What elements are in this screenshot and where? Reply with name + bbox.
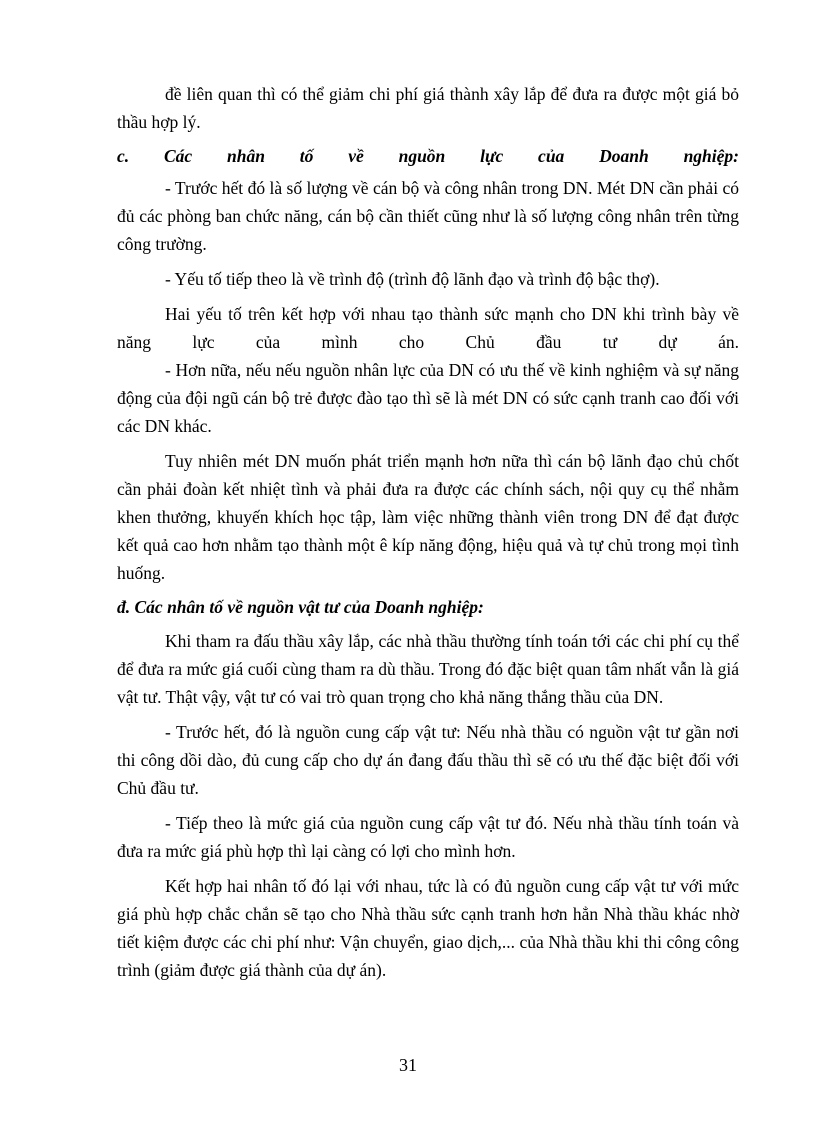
page-number: 31 xyxy=(399,1055,417,1075)
section-heading-c: c. Các nhân tố về nguồn lực của Doanh nghiệp: xyxy=(117,146,739,166)
paragraph-continuation: đề liên quan thì có thể giảm chi phí giá thành xây lắp để đưa ra được một giá bỏ thầu hợp lý. xyxy=(117,84,739,132)
paragraph-material-cost: Khi tham ra đấu thầu xây lắp, các nhà thầu thường tính toán tới các chi phí cụ thể để đưa ra mức giá cuối cùng tham ra dù thầu. Trong đó đặc biệt quan tâm nhất vẫn là giá vật tư. Thật vậy, vật tư có vai trò quan trọng cho khả năng thắng thầu của DN. xyxy=(117,631,739,707)
section-heading-d: đ. Các nhân tố về nguồn vật tư của Doanh nghiệp: xyxy=(117,597,484,617)
paragraph-skill-level: - Yếu tố tiếp theo là về trình độ (trình độ lãnh đạo và trình độ bậc thợ). xyxy=(165,269,660,289)
document-body xyxy=(117,80,739,984)
paragraph-leadership: Tuy nhiên mét DN muốn phát triển mạnh hơn nữa thì cán bộ lãnh đạo chủ chốt cần phải đoàn kết nhiệt tình và phải đưa ra được các chính sách, nội quy cụ thể nhằm khen thưởng, khuyến khích học tập, làm việc những thành viên trong DN để đạt được kết quả cao hơn nhằm tạo thành một ê kíp năng động, hiệu quả và tự chủ trong mọi tình huống. xyxy=(117,451,739,583)
paragraph-material-source: - Trước hết, đó là nguồn cung cấp vật tư: Nếu nhà thầu có nguồn vật tư gần nơi thi công dồi dào, đủ cung cấp cho dự án đang đấu thầu thì sẽ có ưu thế đặc biệt đối với Chủ đầu tư. xyxy=(117,722,739,798)
paragraph-combined-strength: Hai yếu tố trên kết hợp với nhau tạo thành sức mạnh cho DN khi trình bày về năng lực của mình cho Chủ đầu tư dự án. xyxy=(117,304,739,352)
paragraph-material-price: - Tiếp theo là mức giá của nguồn cung cấp vật tư đó. Nếu nhà thầu tính toán và đưa ra mức giá phù hợp thì lại càng có lợi cho mình hơn. xyxy=(117,813,739,861)
paragraph-conclusion: Kết hợp hai nhân tố đó lại với nhau, tức là có đủ nguồn cung cấp vật tư với mức giá phù hợp chắc chắn sẽ tạo cho Nhà thầu sức cạnh tranh hơn hẳn Nhà thầu khác nhờ tiết kiệm được các chi phí như: Vận chuyển, giao dịch,... của Nhà thầu khi thi công công trình (giảm được giá thành của dự án). xyxy=(117,876,739,980)
paragraph-staff-quantity: - Trước hết đó là số lượng về cán bộ và công nhân trong DN. Mét DN cần phải có đủ các phòng ban chức năng, cán bộ cần thiết cũng như là số lượng công nhân trên từng công trường. xyxy=(117,178,739,254)
paragraph-experience: - Hơn nữa, nếu nếu nguồn nhân lực của DN có ưu thế về kinh nghiệm và sự năng động của đội ngũ cán bộ trẻ được đào tạo thì sẽ là mét DN có sức cạnh tranh cao đối với các DN khác. xyxy=(117,360,739,436)
